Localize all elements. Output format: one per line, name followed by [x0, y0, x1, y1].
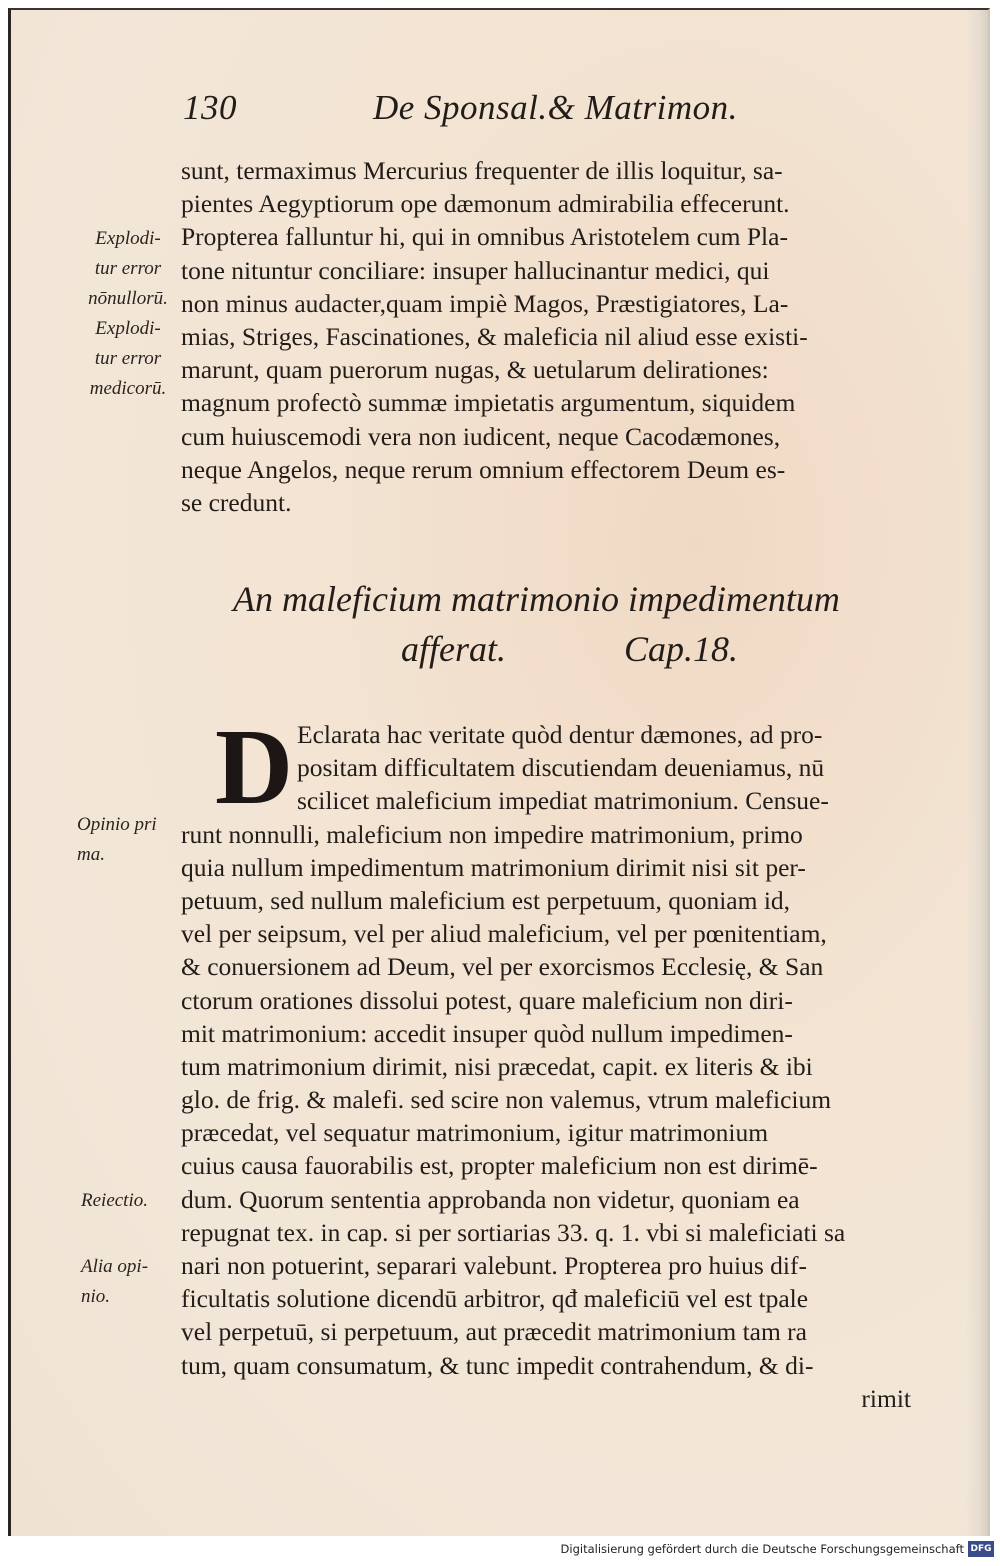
text-line: mit matrimonium: accedit insuper quòd nullum impedimen- [181, 1018, 793, 1048]
text-line: sunt, termaximus Mercurius frequenter de illis loquitur, sa- [181, 156, 783, 185]
text-line: mias, Striges, Fascinationes, & maleficia nil aliud esse existi- [181, 321, 808, 351]
text-line: ficultatis solutione dicendū arbitror, qđ maleficiū vel est tpale [181, 1284, 809, 1314]
marginal-line: Explodi- [95, 228, 161, 249]
text-line: non minus audacter,quam impiè Magos, Præstigiatores, La- [181, 288, 789, 318]
text-line: tone nituntur conciliare: insuper hallucinantur medici, qui [181, 255, 770, 285]
marginal-line: tur error [94, 258, 162, 279]
text-line: marunt, quam puerorum nugas, & uetularum delirationes: [181, 355, 769, 385]
chapter-heading [233, 574, 933, 674]
marginal-line: Explodi- [95, 318, 161, 339]
marginal-note-error [73, 224, 183, 404]
page-number: 130 [183, 88, 237, 127]
marginal-note-reiectio [81, 1186, 191, 1216]
text-line: se credunt. [181, 487, 292, 517]
text-line: vel per seipsum, vel per aliud maleficium, vel per pœnitentiam, [181, 919, 827, 949]
marginal-note-alia-opinio [81, 1252, 191, 1312]
text-line: repugnat tex. in cap. si per sortiarias 33. q. 1. vbi si maleficiati sa [181, 1217, 846, 1247]
text-line: Propterea falluntur hi, qui in omnibus Aristotelem cum Pla- [181, 222, 788, 252]
text-line: præcedat, vel sequatur matrimonium, igitur matrimonium [181, 1118, 769, 1148]
marginal-line: medicorū. [89, 378, 167, 399]
chapter-title-end: afferat. [401, 629, 506, 669]
text-line: dum. Quorum sententia approbanda non videtur, quoniam ea [181, 1184, 800, 1214]
text-line: cum huiuscemodi vera non iudicent, neque Cacodæmones, [181, 421, 781, 451]
text-line: & conuersionem ad Deum, vel per exorcismos Ecclesię, & San [181, 952, 824, 982]
text-line: tum, quam consumatum, & tunc impedit contrahendum, & di- [181, 1350, 814, 1380]
chapter-number: Cap.18. [624, 629, 739, 669]
chapter-title-line-1: An maleficium matrimonio impedimentum [233, 579, 840, 619]
text-line: glo. de frig. & malefi. sed scire non valemus, vtrum maleficium [181, 1085, 832, 1115]
marginal-line: nōnullorū. [88, 288, 168, 309]
running-title: De Sponsal.& Matrimon. [373, 88, 738, 127]
body-text-top [181, 154, 961, 519]
digitization-credit: Digitalisierung gefördert durch die Deutsche Forschungsgemeinschaft [560, 1542, 964, 1556]
marginal-note-opinio [77, 810, 187, 870]
text-line: nari non potuerint, separari valebunt. Propterea pro huius dif- [181, 1251, 807, 1280]
text-line: Eclarata hac veritate quòd dentur dæmones, ad pro- [297, 720, 823, 749]
text-line: petuum, sed nullum maleficium est perpetuum, quoniam id, [181, 885, 791, 915]
text-line: ctorum orationes dissolui potest, quare maleficium non diri- [181, 985, 793, 1015]
book-page [8, 8, 990, 1536]
dfg-logo: DFG [968, 1541, 994, 1557]
marginal-line: nio. [81, 1286, 111, 1307]
text-line: tum matrimonium dirimit, nisi præcedat, capit. ex literis & ibi [181, 1051, 813, 1081]
marginal-line: Alia opi- [81, 1256, 149, 1277]
marginal-line: Reiectio. [81, 1190, 148, 1211]
marginal-line: ma. [77, 844, 105, 865]
text-line: runt nonnulli, maleficium non impedire matrimonium, primo [181, 819, 803, 849]
text-line: vel perpetuū, si perpetuum, aut præcedit matrimonium tam ra [181, 1317, 807, 1347]
text-line: magnum profectò summæ impietatis argumentum, siquidem [181, 388, 796, 418]
body-text-chapter [181, 708, 961, 1415]
text-line: scilicet maleficium impediat matrimonium. Censue- [297, 786, 829, 816]
text-line: positam difficultatem discutiendam deueniamus, nū [297, 753, 825, 783]
catchword: rimit [861, 1383, 911, 1413]
text-line: cuius causa fauorabilis est, propter maleficium non est dirimē- [181, 1151, 818, 1181]
text-line: pientes Aegyptiorum ope dæmonum admirabilia effecerunt. [181, 189, 790, 219]
text-line: quia nullum impedimentum matrimonium dirimit nisi sit per- [181, 852, 806, 882]
text-line: neque Angelos, neque rerum omnium effectorem Deum es- [181, 454, 786, 484]
drop-cap: D [215, 708, 293, 827]
chapter-title-line-2 [233, 624, 933, 674]
marginal-line: tur error [94, 348, 162, 369]
running-head [183, 88, 963, 138]
marginal-line: Opinio pri [77, 814, 157, 835]
